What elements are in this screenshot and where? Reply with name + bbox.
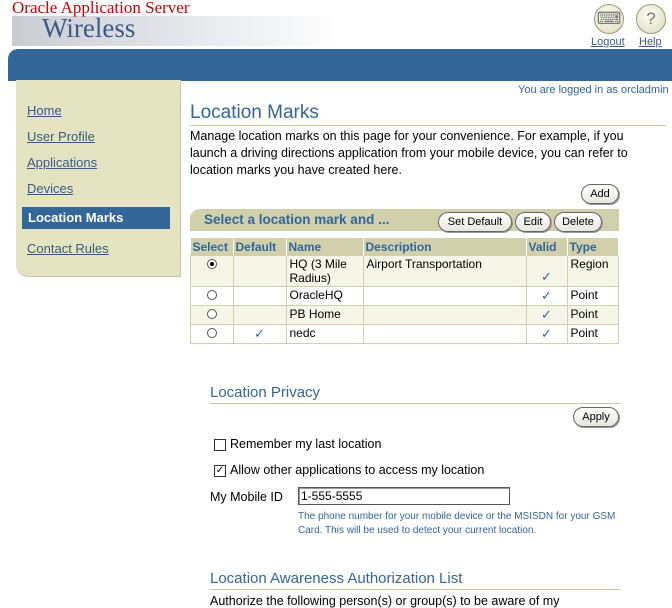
authorization-divider	[210, 589, 620, 590]
name-cell: nedc	[286, 325, 363, 344]
remember-location-label: Remember my last location	[230, 437, 382, 451]
header-bar	[8, 49, 672, 81]
table-row	[191, 325, 619, 344]
title-divider	[190, 125, 666, 126]
page-description: Manage location marks on this page for your convenience. For example, if you launch a driving directions application from your mobile device, you can refer to location marks you have created here.	[190, 129, 628, 177]
select-radio-selected[interactable]	[207, 259, 217, 269]
column-header-default: Default	[233, 238, 286, 256]
column-header-select: Select	[191, 238, 234, 256]
description-cell: Airport Transportation	[363, 256, 526, 287]
column-header-description: Description	[363, 238, 526, 256]
valid-check-icon: ✓	[526, 287, 567, 306]
sidebar-item-user-profile[interactable]: User Profile	[27, 129, 95, 144]
sidebar-item-location-marks[interactable]: Location Marks	[22, 207, 170, 229]
valid-check-icon: ✓	[526, 325, 567, 344]
default-cell	[233, 287, 286, 306]
authorization-list-title: Location Awareness Authorization List	[210, 570, 463, 587]
description-cell	[363, 306, 526, 325]
table-row	[191, 287, 619, 306]
authorization-intro: Authorize the following person(s) or group(s) to be aware of my	[210, 594, 560, 608]
type-cell: Point	[567, 306, 619, 325]
delete-button[interactable]: Delete	[554, 212, 602, 232]
type-cell: Region	[567, 256, 619, 287]
brand-product-name: Wireless	[42, 13, 136, 43]
sidebar-item-home[interactable]: Home	[27, 103, 62, 118]
default-cell	[233, 256, 286, 287]
description-cell	[363, 325, 526, 344]
mobile-id-input[interactable]: 1-555-5555	[298, 487, 510, 505]
mobile-id-hint: The phone number for your mobile device or the MSISDN for your GSM Card. This will be used to detect your current location.	[298, 511, 616, 536]
help-icon[interactable]: ?	[636, 4, 666, 34]
location-marks-table	[190, 238, 619, 344]
column-header-type: Type	[567, 238, 619, 256]
select-radio[interactable]	[207, 309, 217, 319]
add-button[interactable]: Add	[581, 184, 619, 204]
table-title: Select a location mark and ...	[204, 212, 390, 227]
default-check-icon: ✓	[233, 325, 286, 344]
remember-location-checkbox[interactable]	[214, 439, 226, 451]
sidebar-item-applications[interactable]: Applications	[27, 155, 98, 170]
allow-access-row	[214, 463, 484, 477]
help-link[interactable]: Help	[639, 36, 662, 48]
type-cell: Point	[567, 325, 619, 344]
allow-access-checkbox[interactable]: ✓	[215, 464, 225, 476]
apply-button[interactable]: Apply	[573, 407, 619, 427]
select-radio[interactable]	[207, 328, 217, 338]
page-title: Location Marks	[190, 102, 319, 123]
logout-link[interactable]: Logout	[591, 36, 625, 48]
table-row	[191, 306, 619, 325]
set-default-button[interactable]: Set Default	[438, 212, 512, 232]
column-header-valid: Valid	[526, 238, 567, 256]
remember-location-row	[214, 437, 381, 451]
column-header-name: Name	[286, 238, 363, 256]
name-cell: OracleHQ	[286, 287, 363, 306]
logged-in-status: You are logged in as orcladmin	[518, 84, 669, 96]
sidebar-item-devices[interactable]: Devices	[27, 181, 74, 196]
edit-button[interactable]: Edit	[515, 212, 551, 232]
logout-icon[interactable]: ⌨	[594, 4, 624, 34]
select-radio[interactable]	[207, 290, 217, 300]
name-cell: PB Home	[286, 306, 363, 325]
mobile-id-label: My Mobile ID	[210, 490, 283, 504]
description-cell	[363, 287, 526, 306]
allow-access-label: Allow other applications to access my location	[230, 463, 485, 477]
type-cell: Point	[567, 287, 619, 306]
default-cell	[233, 306, 286, 325]
location-privacy-title: Location Privacy	[210, 384, 321, 401]
sidebar-item-contact-rules[interactable]: Contact Rules	[27, 241, 109, 256]
valid-check-icon: ✓	[526, 256, 567, 287]
privacy-divider	[210, 403, 620, 404]
brand-oracle-text: Oracle Application Server	[12, 0, 190, 17]
table-row	[191, 256, 619, 287]
valid-check-icon: ✓	[526, 306, 567, 325]
name-cell: HQ (3 Mile Radius)	[286, 256, 363, 287]
